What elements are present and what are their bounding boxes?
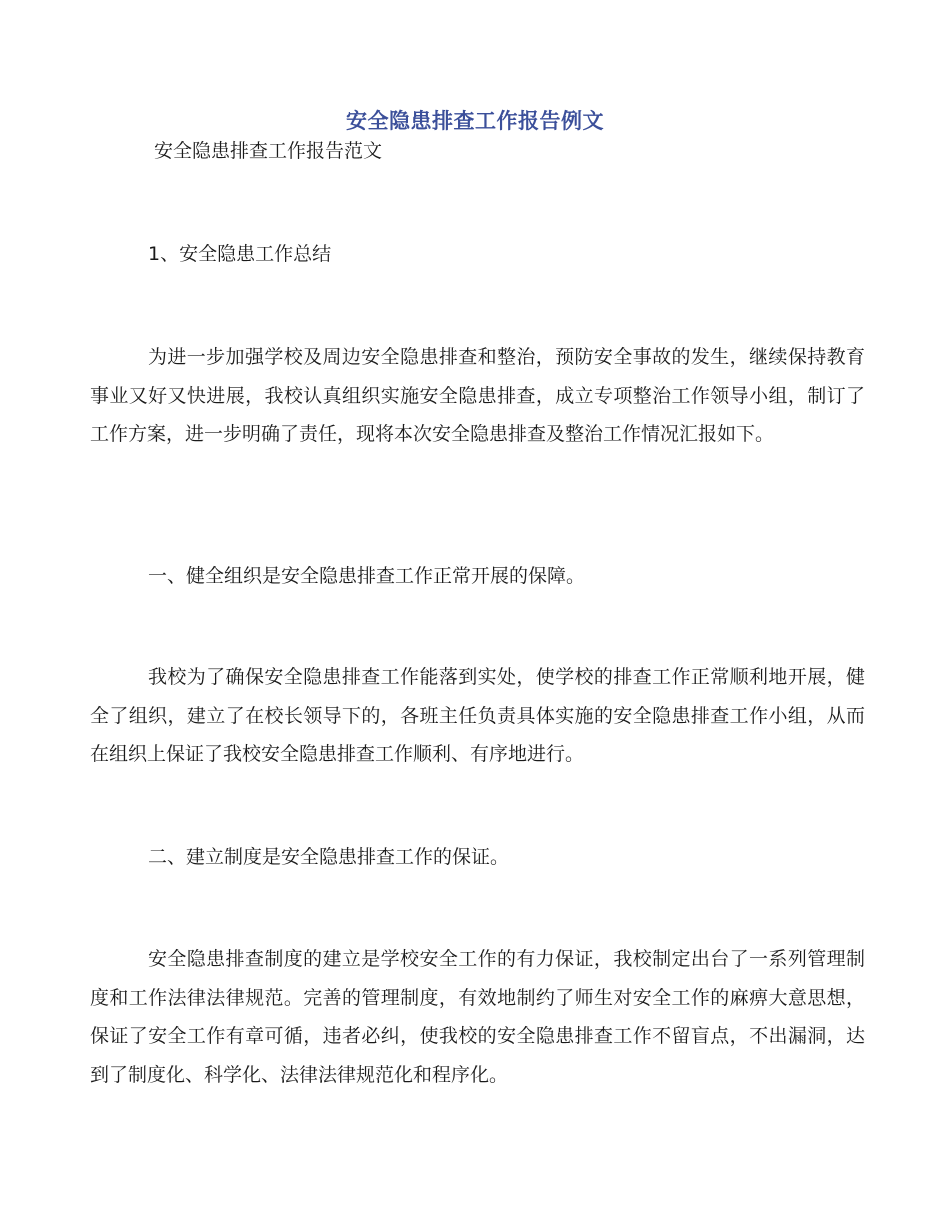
section-heading-organization: 一、健全组织是安全隐患排查工作正常开展的保障。 [148, 565, 586, 587]
section-heading-summary: 1、安全隐患工作总结 [148, 243, 332, 265]
document-subtitle: 安全隐患排查工作报告范文 [154, 140, 383, 162]
section-heading-system: 二、建立制度是安全隐患排查工作的保证。 [148, 846, 510, 868]
document-title: 安全隐患排查工作报告例文 [346, 109, 604, 133]
paragraph-system: 安全隐患排查制度的建立是学校安全工作的有力保证，我校制定出台了一系列管理制度和工作法律法律规范。完善的管理制度，有效地制约了师生对安全工作的麻痹大意思想，保证了安全工作有章可循，违者必纠，使我校的安全隐患排查工作不留盲点，不出漏洞，达到了制度化、科学化、法律法律规范化和程序化。 [90, 948, 865, 1086]
paragraph-intro: 为进一步加强学校及周边安全隐患排查和整治，预防安全事故的发生，继续保持教育事业又好又快进展，我校认真组织实施安全隐患排查，成立专项整治工作领导小组，制订了工作方案，进一步明确了责任，现将本次安全隐患排查及整治工作情况汇报如下。 [90, 346, 865, 445]
paragraph-organization: 我校为了确保安全隐患排查工作能落到实处，使学校的排查工作正常顺利地开展，健全了组织，建立了在校长领导下的，各班主任负责具体实施的安全隐患排查工作小组，从而在组织上保证了我校安全隐患排查工作顺利、有序地进行。 [90, 666, 865, 765]
